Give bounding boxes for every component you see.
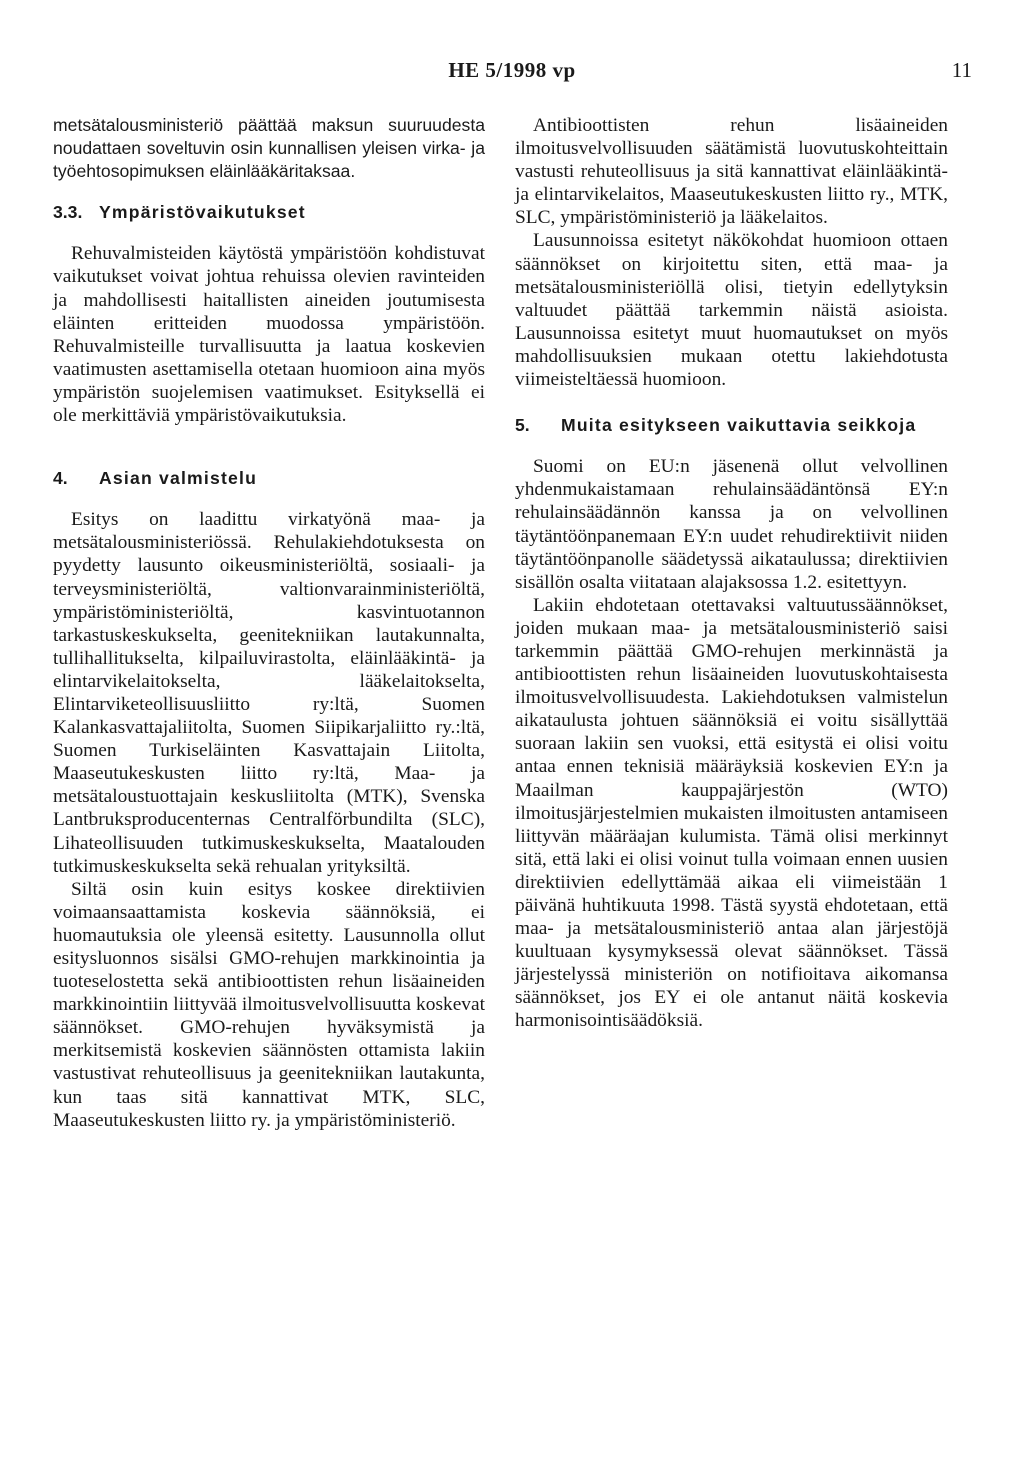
paragraph-continuation: metsätalousministeriö päättää maksun suuruudesta noudattaen soveltuvin osin kunnallisen yleisen virka- ja työehtosopimuksen eläinlääkäritaksaa. [53, 115, 485, 182]
section-number: 4. [53, 468, 68, 489]
paragraph-environment: Rehuvalmisteiden käytöstä ympäristöön kohdistuvat vaikutukset voivat johtua rehuissa olevien ravinteiden ja mahdollisesti haitallisten aineiden joutumisesta eläinten eritteiden muodossa ympäristöön. Rehuvalmisteille turvallisuutta ja laatua koskevien vaatimusten asettamisella otetaan huomioon aina myös ympäristön suojelemisen vaatimukset. Esityksellä ei ole merkittäviä ympäristövaikutuksia. [53, 243, 485, 427]
page-number: 11 [951, 58, 972, 82]
right-column [515, 114, 948, 1033]
section-heading-5 [515, 414, 948, 437]
paragraph-comments: Siltä osin kuin esitys koskee direktiivien voimaansaattamista koskevia säännöksiä, ei huomautuksia ole yleensä esitetty. Lausunnolla ollut esitysluonnos sisälsi GMO-rehujen markkinointia ja tuoteselostetta sekä antibioottisten rehun lisäaineiden markkinointiin liittyvää ilmoitusvelvollisuutta koskevat säännökset. GMO-rehujen hyväksymistä ja merkitsemistä koskevien säännösten ottamista lakiin vastustivat rehuteollisuus ja geenitekniikan lautakunta, kun taas sitä kannattivat MTK, SLC, Maaseutukeskusten liitto ry. ja ympäristöministeriö. [53, 878, 485, 1131]
paragraph-statements: Lausunnoissa esitetyt näkökohdat huomioon ottaen säännökset on kirjoitettu siten, että maa- ja metsätalousministeriöllä olisi, tietyin edellytyksin valtuudet päättää tarkemmin näistä asioista. Lausunnoissa esitetyt muut huomautukset on myös mahdollisuuksien mukaan otettu lakiehdotusta viimeisteltäessä huomioon. [515, 230, 948, 391]
page-header [0, 58, 1024, 88]
section-title: Ympäristövaikutukset [99, 202, 306, 223]
document-id: HE 5/1998 vp [448, 58, 576, 82]
section-title: Muita esitykseen vaikuttavia seikkoja [561, 415, 917, 436]
section-heading-3-3 [53, 201, 485, 224]
section-number: 5. [515, 415, 530, 436]
section-title: Asian valmistelu [99, 468, 258, 489]
paragraph-authorization: Lakiin ehdotetaan otettavaksi valtuutussäännökset, joiden mukaan maa- ja metsätalousministeriö saisi tarkemmin päättää GMO-rehujen merkinnästä ja antibioottisten rehun lisäaineiden luovutuskohtaisesta ilmoitusvelvollisuudesta. Lakiehdotuksen valmistelun aikataulusta johtuen säännöksiä ei voitu sisällyttää suoraan lakiin sen vuoksi, että esitystä ei olisi voitu antaa ennen teknisiä määräyksiä koskevien EY:n ja Maailman kauppajärjestön (WTO) ilmoitusjärjestelmien mukaisten ilmoitusten antamiseen liittyvän määräajan kulumista. Tämä olisi merkinnyt sitä, että laki ei olisi voinut tulla voimaan ennen uusien direktiivien edellyttämää aikaa eli viimeistään 1 päivänä huhtikuuta 1998. Tästä syystä ehdotetaan, että maa- ja metsätalousministeriö antaa alan järjestöjä kuultuaan kysymyksessä olevat säännökset. Tässä järjestelyssä ministeriön on notifioitava aikomansa säännökset, jos EY ei ole antanut näitä koskevia harmonisointisäädöksiä. [515, 594, 948, 1032]
left-column [53, 114, 485, 1132]
paragraph-eu-membership: Suomi on EU:n jäsenenä ollut velvollinen yhdenmukaistamaan rehulainsäädäntönsä EY:n rehulainsäädännön kanssa ja on velvollinen täytäntöönpanemaan EY:n uudet rehudirektiivit niiden täytäntöönpanolle säädetyssä aikataulussa; direktiivien sisällön osalta viitataan alajaksossa 1.2. esitettyyn. [515, 456, 948, 593]
paragraph-preparation: Esitys on laadittu virkatyönä maa- ja metsätalousministeriössä. Rehulakiehdotuksesta on pyydetty lausunto oikeusministeriöltä, sosiaali- ja terveysministeriöltä, valtionvarainministeriöltä, ympäristöministeriöltä, kasvintuotannon tarkastuskeskukselta, geenitekniikan lautakunnalta, tullihallitukselta, kilpailuvirastolta, eläinlääkintä- ja elintarvikelaitokselta, lääkelaitokselta, Elintarviketeollisuusliitto ry:ltä, Suomen Kalankasvattajaliitolta, Suomen Siipikarjaliitto ry.:ltä, Suomen Turkiseläinten Kasvattajain Liitolta, Maaseutukeskusten liitto ry:ltä, Maa- ja metsätaloustuottajain keskusliitolta (MTK), Svenska Lantbruksproducenternas Centralförbundilta (SLC), Lihateollisuuden tutkimuskeskukselta, Maatalouden tutkimuskeskukselta sekä rehualan yrityksiltä. [53, 509, 485, 877]
section-heading-4 [53, 467, 485, 490]
section-number: 3.3. [53, 202, 83, 223]
paragraph-antibiotics: Antibioottisten rehun lisäaineiden ilmoitusvelvollisuuden säätämistä luovutuskohteittain vastusti rehuteollisuus ja sitä kannattivat eläinlääkintä- ja elintarvikelaitos, Maaseutukeskusten liitto ry., MTK, SLC, ympäristöministeriö ja lääkelaitos. [515, 115, 948, 229]
